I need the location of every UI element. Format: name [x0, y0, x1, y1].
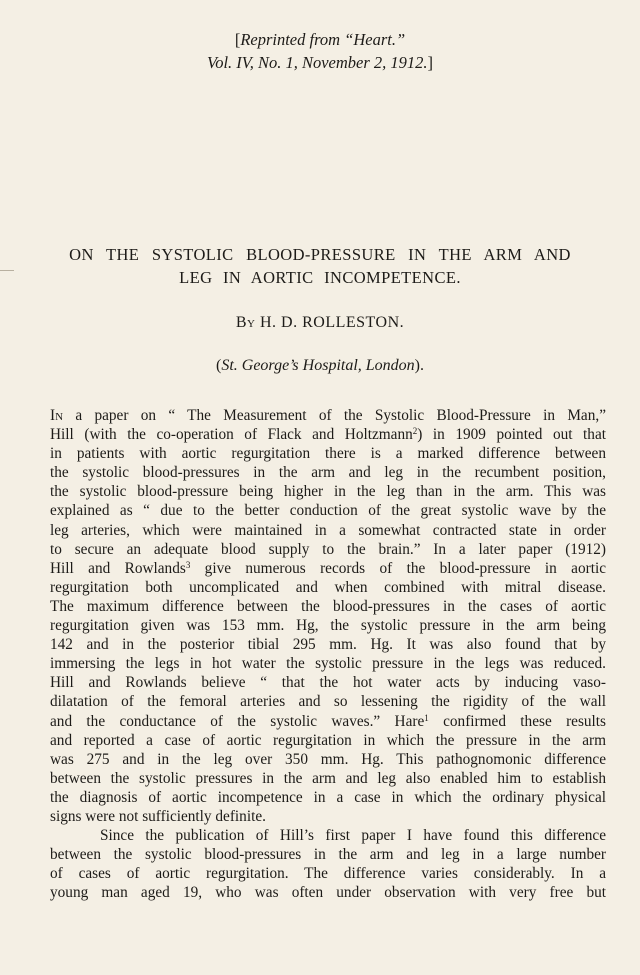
affiliation-text: St. George’s Hospital, London	[221, 357, 415, 374]
body-text	[50, 406, 606, 902]
line-text: give numerous records of the blood-pressure in aortic	[190, 559, 606, 577]
body-line: signs were not sufficiently definite.	[50, 807, 266, 825]
body-line: regurgitation both uncomplicated and when combined with mitral disease.	[50, 578, 606, 596]
line-text: ) in 1909 pointed out that	[417, 426, 606, 444]
body-line: young man aged 19, who was often under observation with very free but	[50, 884, 606, 902]
author-name: H. D. ROLLESTON.	[259, 314, 405, 331]
bracket-close: ]	[427, 53, 434, 72]
body-line: in patients with aortic regurgitation there is a marked difference between	[50, 445, 606, 463]
body-line: The maximum difference between the blood-pressures in the cases of aortic	[50, 597, 606, 615]
paren-close: ).	[414, 357, 424, 374]
byline-prefix: By	[235, 314, 256, 331]
body-line: 142 and in the posterior tibial 295 mm. Hg. It was also found that by	[50, 636, 606, 654]
body-line: to secure an adequate blood supply to the brain.” In a later paper (1912)	[50, 540, 606, 558]
byline	[0, 314, 640, 332]
body-line: immersing the legs in hot water the systolic pressure in the legs was reduced.	[50, 655, 606, 673]
body-line: Since the publication of Hill’s first paper I have found this difference	[100, 827, 606, 845]
paren-open: (	[216, 357, 222, 374]
body-line: and reported a case of aortic regurgitation in which the pressure in the arm	[50, 731, 606, 749]
line-text: Hill and Rowlands	[50, 559, 186, 577]
body-line: dilatation of the femoral arteries and so lessening the rigidity of the wall	[50, 693, 606, 711]
line-text: a paper on “ The Measurement of the Systolic Blood-Pressure in Man,”	[75, 407, 606, 424]
journal-name: “Heart.”	[344, 30, 406, 49]
article-title-line-1: ON THE SYSTOLIC BLOOD-PRESSURE IN THE ARM AND	[69, 245, 571, 264]
bracket-open: [	[234, 30, 241, 49]
footnote-ref: 2	[412, 426, 418, 437]
body-line	[50, 712, 606, 731]
body-line: Hill and Rowlands believe “ that the hot water acts by inducing vaso-	[50, 674, 606, 692]
body-line: the diagnosis of aortic incompetence in a case in which the ordinary physical	[50, 788, 606, 806]
drop-word: In	[50, 407, 64, 424]
body-line: was 275 and in the leg over 350 mm. Hg. This pathognomonic difference	[50, 750, 606, 768]
line-text: and the conductance of the systolic waves.” Hare	[50, 712, 425, 730]
body-line: explained as “ due to the better conduction of the great systolic wave by the	[50, 502, 606, 520]
citation-line	[0, 52, 640, 74]
footnote-ref: 1	[424, 712, 429, 723]
body-line: between the systolic blood-pressures in the arm and leg in a large number	[50, 846, 606, 864]
body-line: of cases of aortic regurgitation. The difference varies considerably. In a	[50, 865, 606, 883]
reprint-label: Reprinted from	[240, 30, 341, 49]
body-line: the systolic blood-pressures in the arm and leg in the recumbent position,	[50, 464, 606, 482]
footnote-ref: 3	[185, 559, 191, 570]
line-text: Hill (with the co-operation of Flack and Holtzmann	[50, 426, 413, 444]
body-line	[50, 425, 606, 444]
body-line: the systolic blood-pressure being higher in the leg than in the arm. This was	[50, 483, 606, 501]
article-title-line-2: LEG IN AORTIC INCOMPETENCE.	[179, 268, 461, 287]
body-line: leg arteries, which were maintained in a somewhat contracted state in order	[50, 521, 606, 539]
body-line	[50, 559, 606, 578]
body-line	[50, 406, 606, 425]
affiliation	[0, 357, 640, 375]
body-line: regurgitation given was 153 mm. Hg, the systolic pressure in the arm being	[50, 617, 606, 635]
citation-text: Vol. IV, No. 1, November 2, 1912.	[206, 53, 428, 72]
line-text: confirmed these results	[428, 712, 607, 730]
body-line: between the systolic pressures in the arm and leg also enabled him to establish	[50, 769, 606, 787]
reprint-notice	[0, 29, 640, 51]
